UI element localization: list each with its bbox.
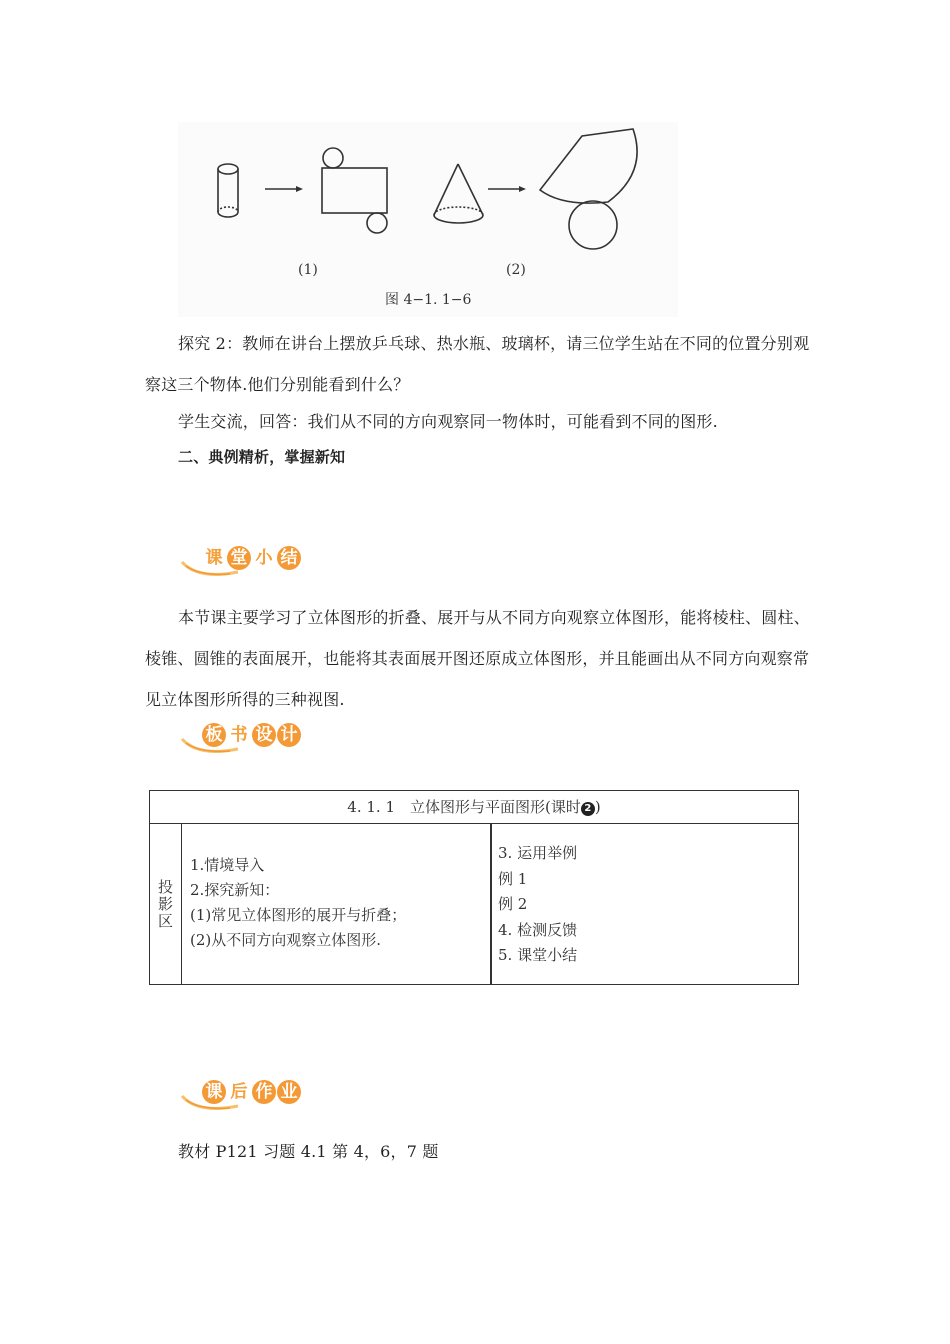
answer-paragraph: 学生交流，回答：我们从不同的方向观察同一物体时，可能看到不同的图形. xyxy=(178,412,718,431)
figure-label-2: (2) xyxy=(506,262,526,278)
heading-char: 结 xyxy=(277,546,301,570)
figure-label-1: (1) xyxy=(298,262,318,278)
board-left-item: 1.情境导入 xyxy=(190,856,265,874)
homework-paragraph: 教材 P121 习题 4.1 第 4，6，7 题 xyxy=(178,1142,439,1161)
board-right-item: 例 2 xyxy=(498,895,528,913)
explore2-paragraph: 探究 2：教师在讲台上摆放乒乓球、热水瓶、玻璃杯，请三位学生站在不同的位置分别观察这三个物体.他们分别能看到什么？ xyxy=(145,334,810,394)
board-side-char: 投 xyxy=(158,878,174,896)
board-title-text: 4. 1. 1 立体图形与平面图形(课时 xyxy=(347,798,581,816)
figure-unfolding xyxy=(178,122,678,317)
board-left-column xyxy=(190,853,406,953)
figure-drawing xyxy=(178,122,678,317)
heading-char: 板 xyxy=(202,723,226,747)
board-title-end: ) xyxy=(594,798,601,816)
heading-char: 堂 xyxy=(227,546,251,570)
board-side-cell xyxy=(150,824,182,984)
board-right-item: 3. 运用举例 xyxy=(498,844,578,862)
summary-paragraph: 本节课主要学习了立体图形的折叠、展开与从不同方向观察立体图形，能将棱柱、圆柱、棱锥、圆锥的表面展开，也能将其表面展开图还原成立体图形，并且能画出从不同方向观察常见立体图形所得的三种视图. xyxy=(145,608,810,709)
board-right-item: 5. 课堂小结 xyxy=(498,946,578,964)
board-side-char: 区 xyxy=(158,912,174,930)
board-side-char: 影 xyxy=(158,895,174,913)
board-left-item: (1)常见立体图形的展开与折叠； xyxy=(190,906,407,924)
section2-heading: 二、典例精析，掌握新知 xyxy=(178,448,346,466)
heading-char: 计 xyxy=(277,723,301,747)
board-design-table xyxy=(149,790,799,985)
heading-char: 设 xyxy=(252,723,276,747)
heading-char: 课 xyxy=(202,1080,226,1104)
heading-char: 后 xyxy=(230,1082,248,1102)
heading-char: 作 xyxy=(252,1080,276,1104)
heading-char: 业 xyxy=(277,1080,301,1104)
board-divider xyxy=(490,824,492,984)
figure-caption: 图 4−1. 1−6 xyxy=(385,292,472,308)
board-right-column xyxy=(498,841,577,969)
board-left-item: 2.探究新知： xyxy=(190,881,280,899)
heading-char: 书 xyxy=(230,725,248,745)
heading-char: 课 xyxy=(205,548,223,568)
board-left-item: (2)从不同方向观察立体图形. xyxy=(190,931,382,949)
heading-char: 小 xyxy=(255,548,273,568)
board-title-number: 2 xyxy=(581,802,595,816)
board-title xyxy=(150,791,798,824)
board-right-item: 例 1 xyxy=(498,869,528,888)
board-right-item: 4. 检测反馈 xyxy=(498,920,578,939)
